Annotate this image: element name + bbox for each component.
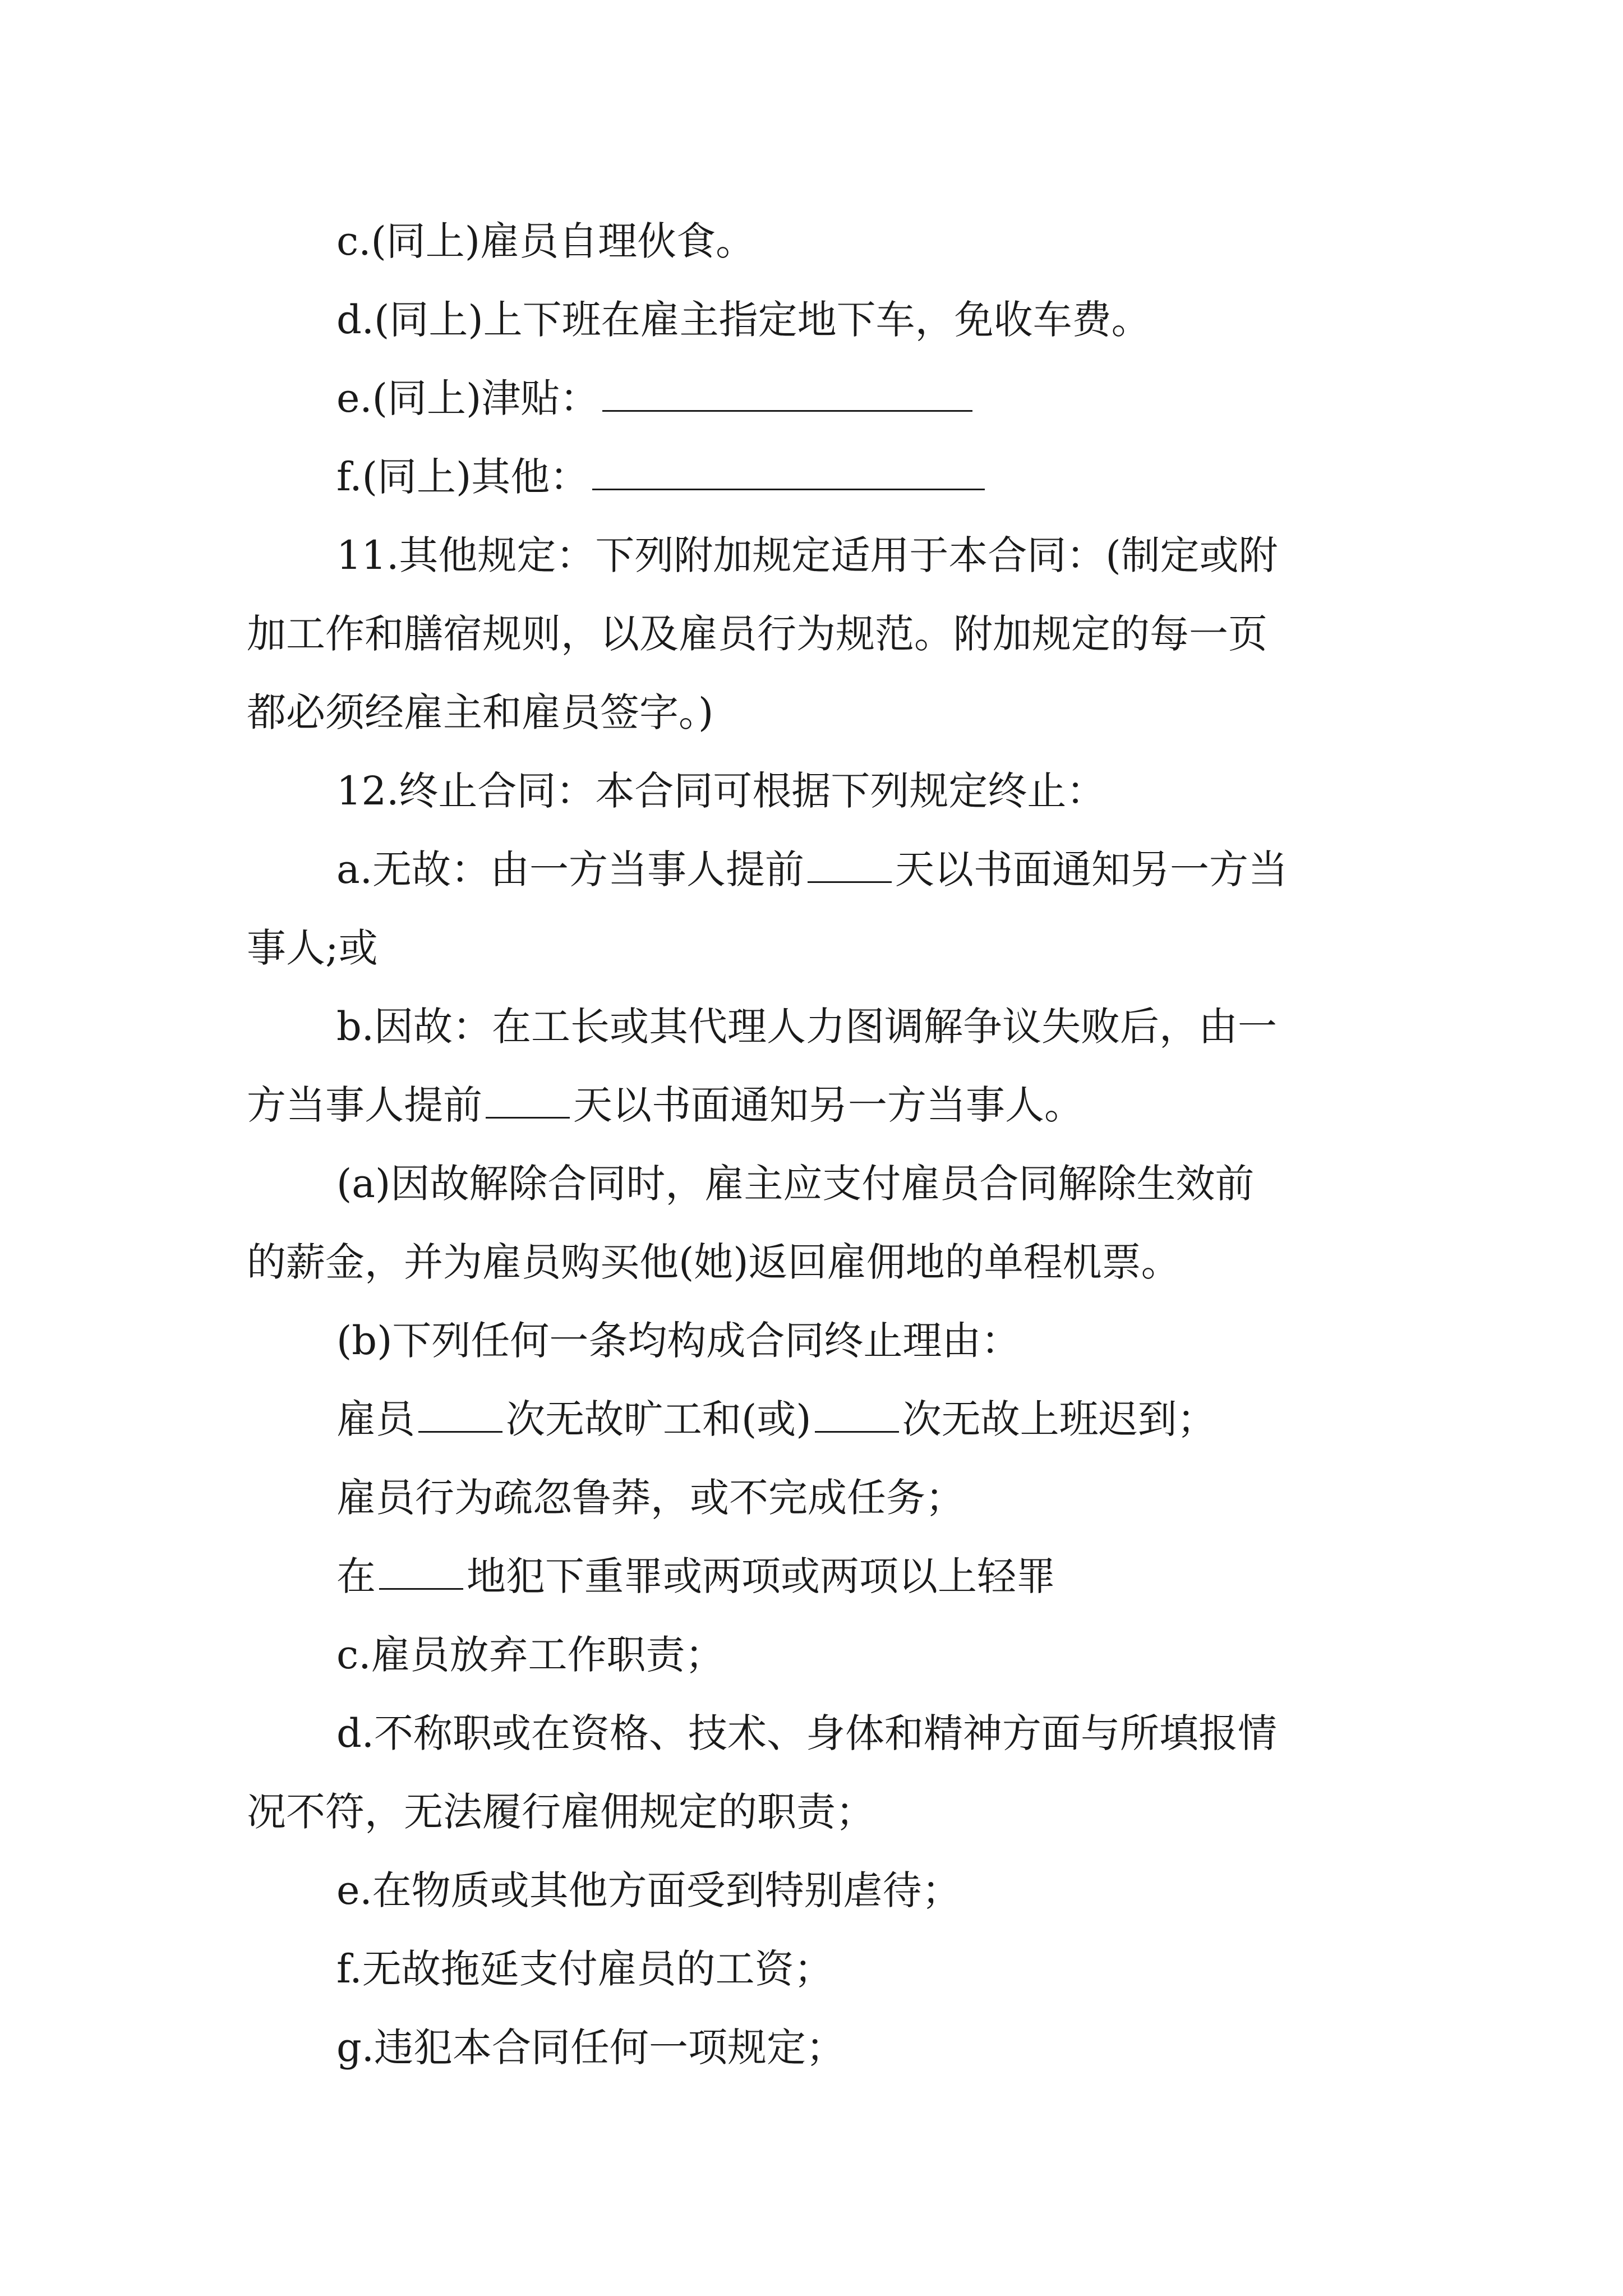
text-line [0,830,1623,909]
text-segment: 方当事人提前 [247,1082,482,1128]
text-segment: d.不称职或在资格、技术、身体和精神方面与所填报情 [336,1710,1278,1756]
text-segment: c.(同上)雇员自理伙食。 [336,218,755,264]
fill-in-blank [592,449,985,490]
text-segment: 天以书面通知另一方当 [895,846,1288,892]
text-line [0,1616,1623,1694]
text-segment: e.(同上)津贴： [336,375,600,421]
text-line [0,438,1623,516]
fill-in-blank [808,842,892,883]
text-line [0,1537,1623,1616]
text-line [0,280,1623,359]
text-line [0,202,1623,280]
text-segment: 雇员行为疏忽鲁莽，或不完成任务； [336,1475,965,1521]
text-line [0,1380,1623,1458]
text-segment: 天以书面通知另一方当事人。 [573,1082,1083,1128]
text-segment: 在 [336,1553,376,1599]
text-segment: b.因故：在工长或其代理人力图调解争议失败后，由一 [336,1004,1278,1050]
text-line [0,909,1623,987]
text-line [0,1930,1623,2008]
text-line [0,673,1623,752]
text-line [0,2008,1623,2087]
text-segment: a.无故：由一方当事人提前 [336,846,804,892]
text-segment: 事人;或 [247,925,378,971]
text-segment: c.雇员放弃工作职责； [336,1632,725,1678]
text-line [0,1223,1623,1301]
text-line [0,1066,1623,1144]
text-line [0,1144,1623,1223]
text-line [0,1773,1623,1851]
text-line [0,752,1623,830]
fill-in-blank [486,1078,570,1119]
text-segment: 况不符，无法履行雇佣规定的职责； [247,1789,875,1835]
text-line [0,359,1623,438]
text-line [0,1694,1623,1773]
text-segment: 次无故旷工和(或) [506,1396,811,1442]
fill-in-blank [418,1392,502,1433]
text-segment: (b)下列任何一条均构成合同终止理由： [336,1318,1021,1364]
fill-in-blank [379,1549,463,1590]
text-segment: f.(同上)其他： [336,454,589,500]
text-line [0,595,1623,673]
text-line [0,516,1623,595]
text-segment: 11.其他规定：下列附加规定适用于本合同：(制定或附 [336,532,1278,578]
fill-in-blank [602,371,972,412]
text-segment: f.无故拖延支付雇员的工资； [336,1946,833,1992]
fill-in-blank [815,1392,899,1433]
text-segment: 地犯下重罪或两项或两项以上轻罪 [467,1553,1055,1599]
text-segment: 12.终止合同：本合同可根据下列规定终止： [336,768,1106,814]
text-line [0,1851,1623,1930]
text-line [0,1458,1623,1537]
text-line [0,1301,1623,1380]
text-line [0,987,1623,1066]
text-segment: (a)因故解除合同时，雇主应支付雇员合同解除生效前 [336,1161,1255,1207]
text-segment: 雇员 [336,1396,415,1442]
text-segment: 加工作和膳宿规则，以及雇员行为规范。附加规定的每一页 [247,611,1267,657]
text-segment: 的薪金，并为雇员购买他(她)返回雇佣地的单程机票。 [247,1239,1181,1285]
text-segment: g.违犯本合同任何一项规定； [336,2024,846,2070]
text-segment: e.在物质或其他方面受到特别虐待； [336,1867,961,1913]
text-segment: d.(同上)上下班在雇主指定地下车，免收车费。 [336,297,1151,343]
text-segment: 次无故上班迟到； [902,1396,1216,1442]
text-segment: 都必须经雇主和雇员签字。) [247,689,714,735]
